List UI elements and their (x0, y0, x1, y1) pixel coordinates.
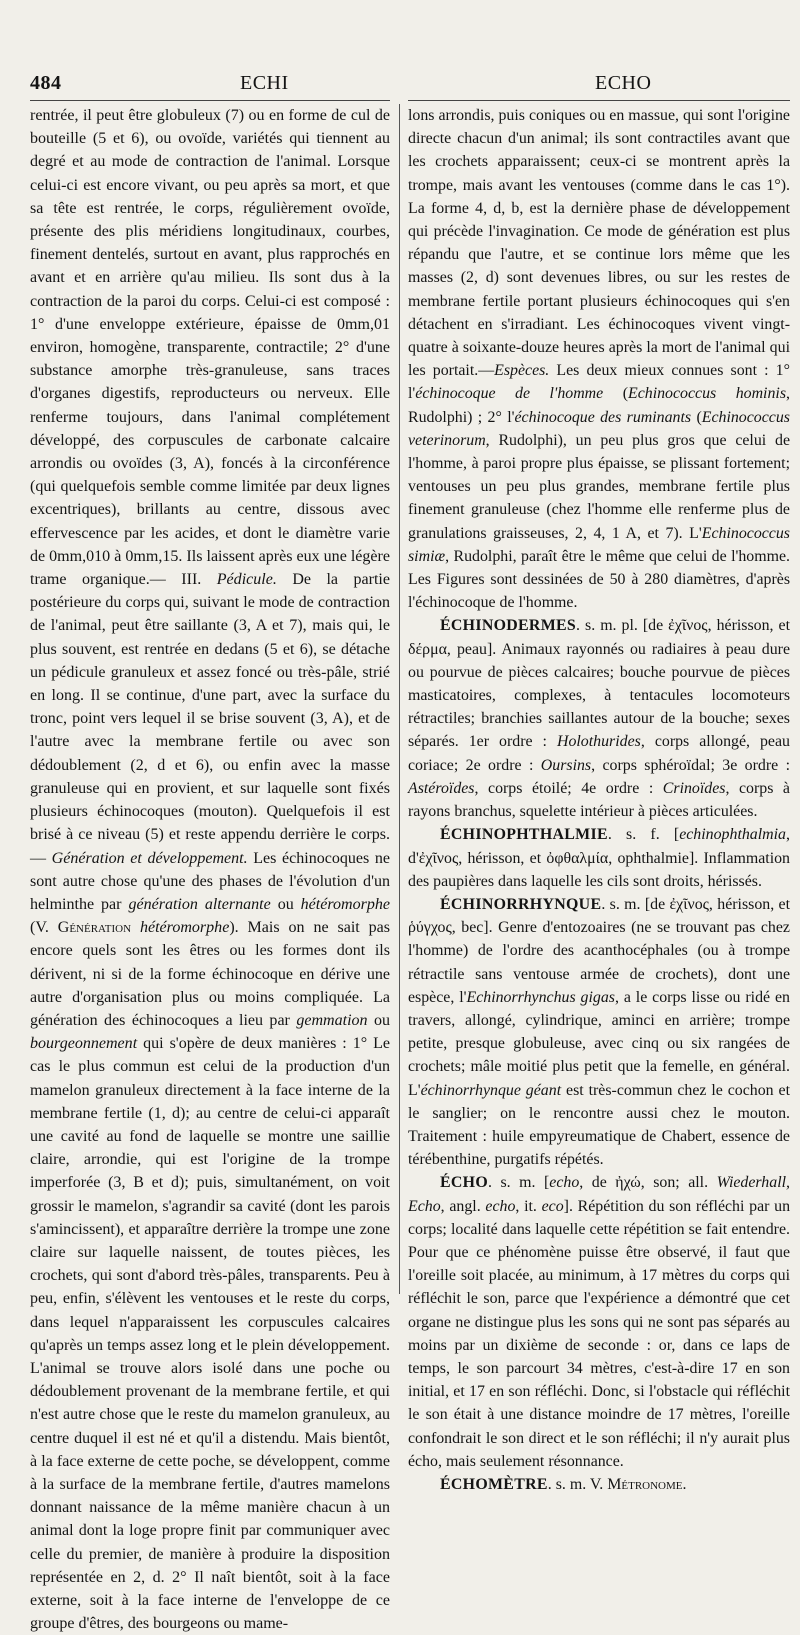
echinococcus-continuation: rentrée, il peut être globuleux (7) ou en forme de cul de bouteille (5 et 6), ou ovoïde, variétés qui tiennent au degré et au mode de contraction de l'animal. Lorsque celui-ci est encore vivant, ou peu après sa mort, et que sa tête est rentrée, le corps, régulièrement ovoïde, présente des plis méridiens longitudinaux, courbes, finement dentelés, surtout en avant, plus rapprochés en avant et en arrière qu'au milieu. Ils sont dus à la contraction de la paroi du corps. Celui-ci est composé : 1° d'une enveloppe extérieure, épaisse de 0mm,01 environ, homogène, transparente, contractile; 2° d'une substance amorphe très-granuleuse, sans traces d'organes digestifs, reproducteurs ou nerveux. Elle renferme toujours, dans l'animal complétement développé, des corpuscules de carbonate calcaire arrondis ou ovoïdes (3, A), foncés à la circonférence (qui quelquefois semble comme limitée par deux lignes excentriques), brillants au centre, dissous avec effervescence par les acides, et dont le diamètre varie de 0mm,010 à 0mm,15. Ils laissent après eux une légère trame organique.— III. Pédicule. De la partie postérieure du corps qui, suivant le mode de contraction de l'animal, peut être saillante (3, A et 7), mais qui, le plus souvent, est rentrée en dedans (5 et 6), se détache un pédicule granuleux et assez foncé ou très-pâle, strié en long. Il se continue, d'une part, avec la surface du tronc, point vers lequel il se brise souvent (3, A), et de l'autre avec la membrane fertile ou avec son dédoublement (2, d et 6), ou enfin avec la masse granuleuse qui en provient, et sur laquelle sont fixés plusieurs échinocoques (mouton). Quelquefois il est brisé à ce niveau (5) et reste appendu derrière le corps. — Génération et développement. Les échinocoques ne sont autre chose qu'une des phases de l'évolution d'un helminthe par génération alternante ou hétéromorphe (V. Génération hétéromorphe). Mais on ne sait pas encore quels sont les êtres ou les formes dont ils dérivent, ni si de la forme échinocoque en dérive une autre d'organisation plus ou moins compliquée. La génération des échinocoques a lieu par gemmation ou bourgeonnement qui s'opère de deux manières : 1° Le cas le plus commun est celui de la production d'un mamelon granuleux directement à la face interne de la membrane fertile (1, d); au centre de celui-ci apparaît une cavité au fond de laquelle se montre une saillie claire, arrondie, qui est l'origine de la trompe imperforée (3, B et d); puis, simultanément, on voit grossir le mamelon, s'agrandir sa cavité (dont les parois s'amincissent), et apparaître derrière la trompe une zone claire sur laquelle naissent, de toutes pièces, les crochets, qui sont d'abord très-pâles, transparents. Peu à peu, enfin, s'élèvent les ventouses et le reste du corps, dans lequel n'apparaissent les corpuscules calcaires qu'après un temps assez long et le plein développement. L'animal se trouve alors isolé dans une poche ou dédoublement provenant de la membrane fertile, et qui n'est autre chose que le reste du mamelon granuleux, au centre duquel il est né et qu'il a distendu. Mais bientôt, à la face externe de cette poche, se développent, comme à la surface de la membrane fertile, d'autres mamelons donnant naissance de la même manière chacun à un animal dont la loge propre finit par communiquer avec celle du premier, de manière à produire la disposition représentée en 2, d. 2° Il naît bientôt, soit à la face externe, soit à la face interne de l'enveloppe de ce groupe d'êtres, des bourgeons ou mame- (30, 107, 390, 1633)
page-number: 484 (30, 72, 62, 94)
headword-echinorrhynque: ÉCHINORRHYNQUE (440, 895, 602, 913)
entry-echinophthalmie: ÉCHINOPHTHALMIE. s. f. [echinophthalmia, d'ἐχῖνος, hérisson, et ὀφθαλμία, ophthalmie]. Inflammation des paupières dans laquelle les cils sont droits, hérissés. (408, 826, 790, 890)
echinococcus-species-paragraph: lons arrondis, puis coniques ou en massue, qui sont l'origine directe chacun d'un animal; ils sont contractiles avant que les crochets apparaissent; ceux-ci se montrent après la trompe, mais avant les ventouses (comme dans le cas 1°). La forme 4, d, b, est la dernière phase de développement qui précède l'invagination. Ce mode de génération est plus répandu que l'autre, et se continue lors même que les masses (2, d) sont devenues libres, ou sur les restes de membrane fertile portant plusieurs échinocoques qui s'en détachent en s'irradiant. Les échinocoques vivent vingt-quatre à soixante-douze heures après la mort de l'animal qui les portait.—Espèces. Les deux mieux connues sont : 1° l'échinocoque de l'homme (Echinococcus hominis, Rudolphi) ; 2° l'échinocoque des ruminants (Echinococcus veterinorum, Rudolphi), un peu plus gros que celui de l'homme, à paroi propre plus épaisse, se plissant fortement; ventouses un peu plus grandes, membrane fertile plus finement granuleuse (chez l'homme elle renferme plus de granulations graisseuses, 2, 4, 1 A, et 7). L'Echinococcus simiæ, Rudolphi, paraît être le même que celui de l'homme. Les Figures sont dessinées de 50 à 280 diamètres, d'après l'échinocoque de l'homme. (408, 107, 790, 612)
headword-echinophthalmie: ÉCHINOPHTHALMIE (440, 826, 608, 844)
right-running-head: ECHO (595, 72, 652, 94)
left-running-head: ECHI (240, 72, 289, 94)
entry-echometre: ÉCHOMÈTRE. s. m. V. Métronome. (440, 1475, 687, 1493)
headword-echometre: ÉCHOMÈTRE (440, 1475, 548, 1493)
column-divider (399, 104, 400, 1294)
left-column (30, 104, 390, 1633)
running-header (30, 72, 775, 98)
entry-echinodermes: ÉCHINODERMES. s. m. pl. [de ἐχῖνος, hérisson, et δέρμα, peau]. Animaux rayonnés ou radiaires à peau dure ou pourvue de pièces calcaires; bouche pourvue de pièces masticatoires, complexes, à tentacules locomoteurs rétractiles; branchies saillantes autour de la bouche; sexes séparés. 1er ordre : Holothurides, corps allongé, peau coriace; 2e ordre : Oursins, corps sphéroïdal; 3e ordre : Astéroïdes, corps étoilé; 4e ordre : Crinoïdes, corps à rayons branchus, squelette intérieur à pièces articulées. (408, 617, 790, 821)
header-rule-left (30, 100, 390, 101)
headword-echo: ÉCHO (440, 1174, 488, 1192)
header-rule-right (408, 100, 790, 101)
right-column (408, 104, 791, 1493)
headword-echinodermes: ÉCHINODERMES (440, 617, 577, 635)
entry-echinorrhynque: ÉCHINORRHYNQUE. s. m. [de ἐχῖνος, hérisson, et ῥύγχος, bec]. Genre d'entozoaires (ne se trouvant pas chez l'homme) de l'ordre des acanthocéphales (ou à trompe rétractile sans ventouse armée de crochets), dont une espèce, l'Echinorrhynchus gigas, a le corps lisse ou ridé en travers, allongé, cylindrique, aminci en arrière; trompe petite, presque globuleuse, avec cinq ou six rangées de crochets; mâle moitié plus petit que la femelle, en général. L'échinorrhynque géant est très-commun chez le cochon et le sanglier; on le rencontre aussi chez le mouton. Traitement : huile empyreumatique de Chabert, essence de térébenthine, purgatifs répétés. (408, 895, 790, 1169)
entry-echo: ÉCHO. s. m. [echo, de ἠχώ, son; all. Wiederhall, Echo, angl. echo, it. eco]. Répétition du son réfléchi par un corps; localité dans laquelle cette répétition se fait entendre. Pour que ce phénomène puisse être observé, il faut que l'oreille soit placée, au minimum, à 17 mètres du corps qui réfléchit le son, parce que l'expérience a démontré que cet organe ne distingue plus les sons qui ne sont pas séparés au moins par un dixième de seconde : or, dans ce laps de temps, le son parcourt 34 mètres, c'est-à-dire 17 en son initial, et 17 en son réfléchi. Donc, si l'obstacle qui réfléchit le son était à une distance moindre de 17 mètres, l'oreille confondrait le son direct et le son réfléchi; il n'y aurait plus écho, mais seulement résonnance. (408, 1174, 791, 1470)
